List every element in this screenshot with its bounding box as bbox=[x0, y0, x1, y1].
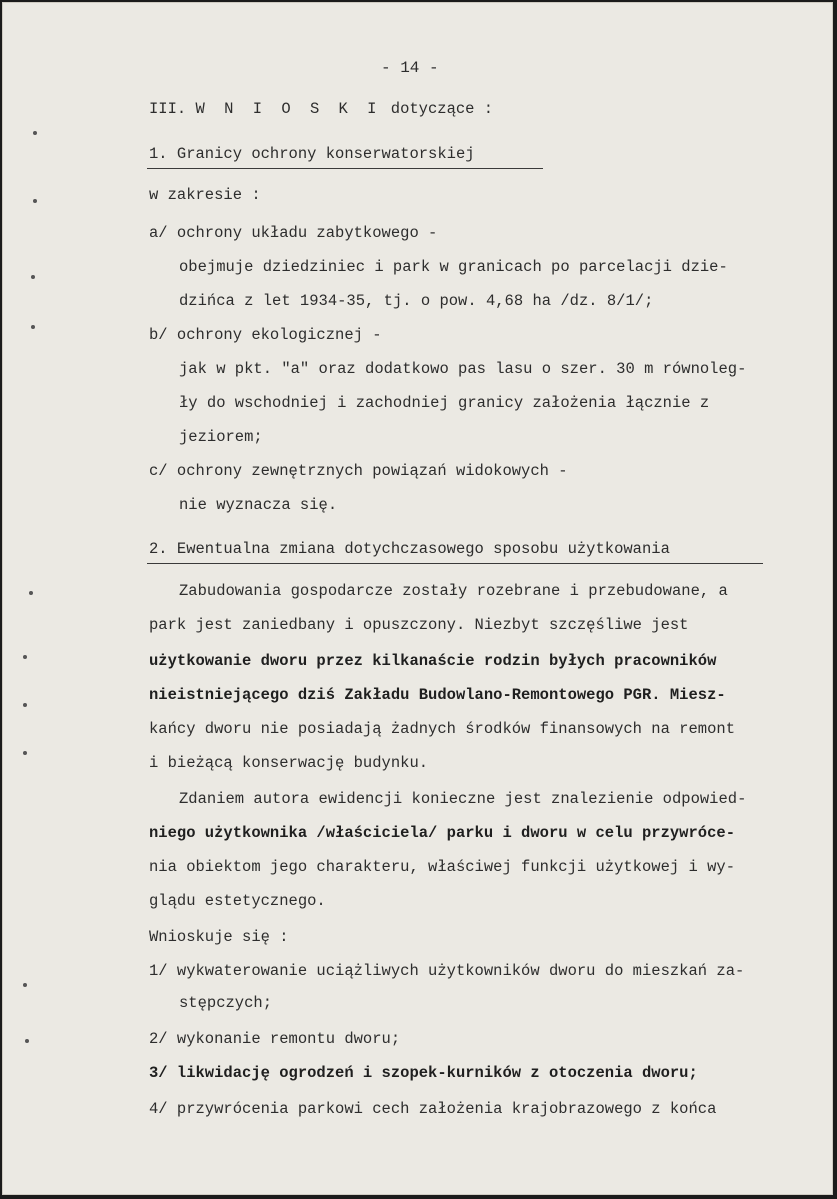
text-line: 2/ wykonanie remontu dworu; bbox=[149, 1030, 401, 1048]
margin-mark bbox=[23, 751, 27, 755]
text-line: dzińca z let 1934-35, tj. o pow. 4,68 ha /dz. 8/1/; bbox=[179, 292, 654, 310]
text-line: i bieżącą konserwację budynku. bbox=[149, 754, 429, 772]
text-line: nie wyznacza się. bbox=[179, 496, 338, 514]
text-line: a/ ochrony układu zabytkowego - bbox=[149, 224, 438, 242]
text-line: 3/ likwidację ogrodzeń i szopek-kurników z otoczenia dworu; bbox=[149, 1064, 698, 1082]
margin-mark bbox=[33, 199, 37, 203]
text-line: b/ ochrony ekologicznej - bbox=[149, 326, 382, 344]
heading-roman: III. bbox=[149, 100, 187, 118]
text-line: ły do wschodniej i zachodniej granicy założenia łącznie z bbox=[179, 394, 710, 412]
text-line: niego użytkownika /właściciela/ parku i dworu w celu przywróce- bbox=[149, 824, 735, 842]
text-line: Zdaniem autora ewidencji konieczne jest znalezienie odpowied- bbox=[179, 790, 747, 808]
margin-mark bbox=[23, 703, 27, 707]
document-page bbox=[2, 2, 833, 1195]
section1-underline bbox=[147, 168, 543, 169]
text-line: glądu estetycznego. bbox=[149, 892, 326, 910]
text-line: nia obiektom jego charakteru, właściwej funkcji użytkowej i wy- bbox=[149, 858, 735, 876]
text-line: użytkowanie dworu przez kilkanaście rodzin byłych pracowników bbox=[149, 652, 717, 670]
text-line: w zakresie : bbox=[149, 186, 261, 204]
heading-rest: dotyczące : bbox=[390, 100, 494, 118]
text-line: jak w pkt. "a" oraz dodatkowo pas lasu o szer. 30 m równoleg- bbox=[179, 360, 747, 378]
section2-title: 2. Ewentualna zmiana dotychczasowego sposobu użytkowania bbox=[149, 540, 670, 558]
margin-mark bbox=[25, 1039, 29, 1043]
text-line: jeziorem; bbox=[179, 428, 263, 446]
section1-title: 1. Granicy ochrony konserwatorskiej bbox=[149, 145, 475, 163]
text-line: stępczych; bbox=[179, 994, 273, 1012]
margin-mark bbox=[33, 131, 37, 135]
text-line: obejmuje dziedziniec i park w granicach po parcelacji dzie- bbox=[179, 258, 728, 276]
text-line: 4/ przywrócenia parkowi cech założenia krajobrazowego z końca bbox=[149, 1100, 717, 1118]
conclusions-heading bbox=[149, 99, 493, 119]
text-line: kańcy dworu nie posiadają żadnych środków finansowych na remont bbox=[149, 720, 735, 738]
margin-mark bbox=[31, 325, 35, 329]
text-line: c/ ochrony zewnętrznych powiązań widokowych - bbox=[149, 462, 568, 480]
text-line: nieistniejącego dziś Zakładu Budowlano-Remontowego PGR. Miesz- bbox=[149, 686, 726, 704]
margin-mark bbox=[23, 983, 27, 987]
text-line: 1/ wykwaterowanie uciążliwych użytkowników dworu do mieszkań za- bbox=[149, 962, 745, 980]
margin-mark bbox=[23, 655, 27, 659]
page-number: - 14 - bbox=[381, 59, 439, 77]
margin-mark bbox=[29, 591, 33, 595]
section2-underline bbox=[147, 563, 763, 564]
heading-word: W N I O S K I bbox=[195, 100, 382, 118]
text-line: Zabudowania gospodarcze zostały rozebrane i przebudowane, a bbox=[179, 582, 728, 600]
margin-mark bbox=[31, 275, 35, 279]
text-line: park jest zaniedbany i opuszczony. Niezbyt szczęśliwe jest bbox=[149, 616, 689, 634]
text-line: Wnioskuje się : bbox=[149, 928, 289, 946]
